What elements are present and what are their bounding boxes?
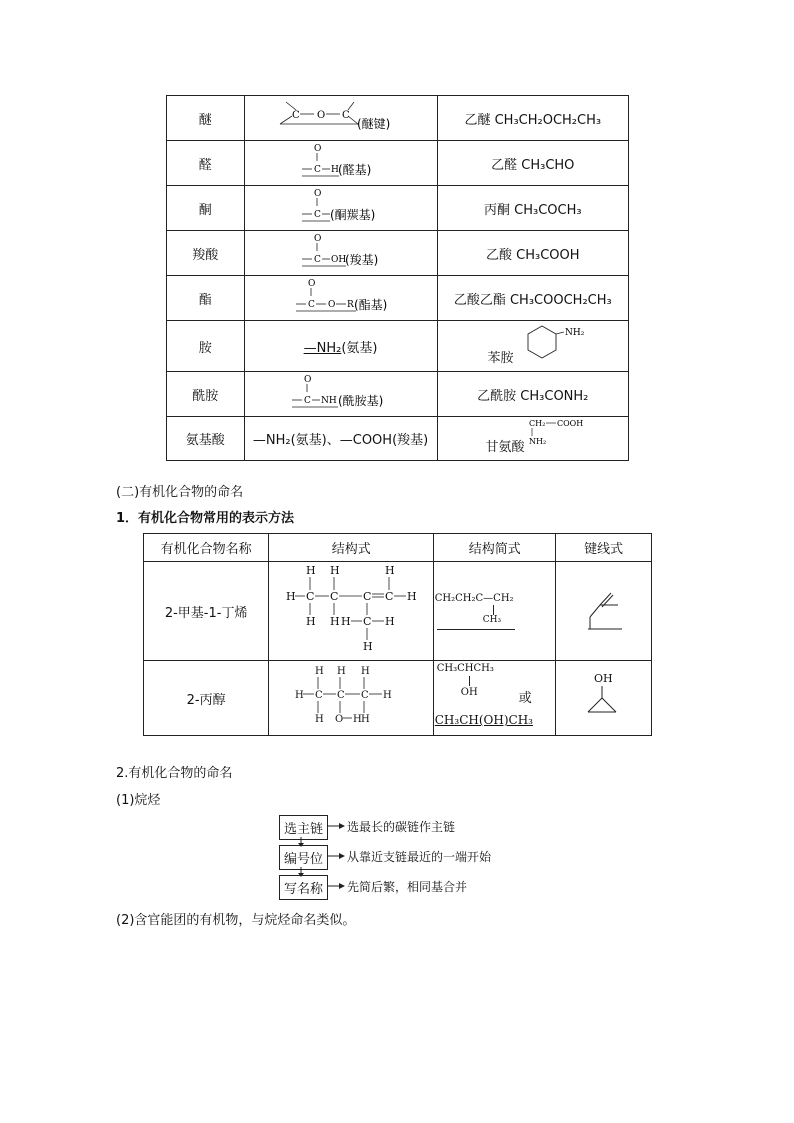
atom-label: C [291, 110, 300, 121]
atom-label: H [385, 564, 395, 577]
compound-name: 2-甲基-1-丁烯 [144, 562, 269, 661]
column-header: 结构简式 [434, 534, 556, 562]
group-structure: —NH₂(氨基)、—COOH(羧基) [244, 417, 437, 461]
atom-label: H [361, 714, 371, 725]
table-row [144, 661, 652, 736]
representation-table [143, 533, 652, 736]
atom-label: O [307, 279, 315, 289]
atom-label: H [385, 615, 395, 628]
atom-label: NH₂ [528, 437, 546, 446]
carboxyl-group-diagram [246, 231, 436, 271]
condensed-formula [434, 661, 556, 736]
column-header: 键线式 [556, 534, 652, 562]
example-formula: CH₃COCH₃ [514, 202, 582, 218]
atom-label: H [306, 615, 316, 628]
example-cell [437, 276, 628, 321]
compound-name: 2-丙醇 [144, 661, 269, 736]
group-label: (氨基) [341, 340, 378, 356]
atom-label: H [353, 714, 363, 725]
atom-label: H [295, 690, 305, 701]
class-name: 酯 [167, 276, 245, 321]
arrow-right-icon [327, 882, 345, 890]
condensed-main: CH₂CH₂C—CH₂ [434, 593, 514, 604]
atom-label: H [315, 714, 325, 725]
section-heading: (二)有机化合物的命名 [116, 485, 244, 500]
flow-step-desc: 从靠近支链最近的一端开始 [347, 850, 492, 864]
atom-label: C [363, 615, 372, 628]
group-structure [244, 141, 437, 186]
class-name: 羧酸 [167, 231, 245, 276]
class-name: 醚 [167, 96, 245, 141]
subsection-heading: 1．有机化合物常用的表示方法 [116, 511, 295, 526]
flow-step-desc: 选最长的碳链作主链 [347, 820, 456, 834]
table-row [144, 562, 652, 661]
column-header: 有机化合物名称 [144, 534, 269, 562]
ether-group-diagram [246, 96, 436, 136]
table-row [167, 276, 629, 321]
ester-group-diagram [246, 276, 436, 316]
atom-label: C [315, 690, 323, 701]
example-formula: CH₃COOCH₂CH₃ [509, 292, 612, 308]
example-cell [437, 231, 628, 276]
closing-note: (2)含官能团的有机物，与烷烃命名类似。 [116, 913, 356, 928]
flow-step-box: 编号位 [279, 845, 328, 870]
atom-label: OH [593, 672, 613, 685]
column-header: 结构式 [269, 534, 434, 562]
example-cell [437, 141, 628, 186]
ketone-group-diagram [246, 186, 436, 226]
example-formula: CH₃CONH₂ [520, 388, 589, 404]
atom-label: C [306, 590, 315, 603]
example-name: 乙酸 [486, 247, 513, 263]
condensed-main: CH₃CHCH₃ [436, 663, 494, 674]
atom-label: O [316, 110, 325, 121]
group-structure [244, 372, 437, 417]
atom-label: H [337, 666, 347, 677]
or-text: 或 [518, 691, 532, 706]
underline [437, 629, 515, 630]
table-row [167, 186, 629, 231]
group-label: (酰胺基) [337, 394, 383, 408]
example-formula: CH₃COOH [516, 247, 580, 263]
example-cell [437, 96, 628, 141]
alkane-heading: (1)烷烃 [116, 793, 161, 808]
group-label: (醛基) [337, 163, 371, 177]
amide-group-diagram [246, 372, 436, 412]
aniline-structure [518, 323, 608, 367]
atom-label: NH [320, 396, 337, 406]
group-structure [244, 231, 437, 276]
subsection-heading: 2.有机化合物的命名 [116, 766, 233, 781]
atom-label: O [313, 189, 321, 199]
example-name: 丙酮 [483, 202, 510, 218]
bond-line [469, 676, 470, 686]
amine-group: —NH₂ [303, 340, 342, 356]
condensed-branch: CH₃ [482, 615, 502, 625]
example-name: 乙醛 [491, 157, 518, 173]
group-label: (酮羰基) [329, 208, 375, 222]
table-row [167, 321, 629, 372]
condensed-branch: OH [460, 687, 478, 698]
table-row [167, 372, 629, 417]
table-row [167, 417, 629, 461]
atom-label: C [337, 690, 345, 701]
example-cell [437, 186, 628, 231]
atom-label: H [286, 590, 296, 603]
class-name: 氨基酸 [167, 417, 245, 461]
class-name: 胺 [167, 321, 245, 372]
atom-label: H [383, 690, 393, 701]
arrow-down-icon [297, 867, 305, 877]
flow-step-box: 选主链 [279, 815, 328, 840]
table-header-row [144, 534, 652, 562]
atom-label: C [307, 300, 315, 310]
atom-label: H [330, 165, 339, 175]
flow-step-desc: 先简后繁，相同基合并 [347, 880, 468, 894]
atom-label: C [313, 165, 321, 175]
atom-label: H [306, 564, 316, 577]
group-structure [244, 321, 437, 372]
example-cell [437, 321, 628, 372]
atom-label: O [313, 144, 321, 154]
atom-label: H [363, 640, 373, 653]
aldehyde-group-diagram [246, 141, 436, 181]
skeletal-formula [556, 661, 652, 736]
atom-label: H [407, 590, 417, 603]
atom-label: C [363, 590, 372, 603]
atom-label: C [313, 210, 321, 220]
atom-label: C [341, 110, 350, 121]
methylbutene-skeletal [574, 579, 634, 639]
class-name: 酮 [167, 186, 245, 231]
atom-label: C [385, 590, 394, 603]
atom-label: H [341, 615, 351, 628]
example-name: 乙酸乙酯 [453, 292, 506, 308]
example-cell [437, 372, 628, 417]
arrow-down-icon [297, 837, 305, 847]
structural-formula [269, 562, 434, 661]
condensed-formula [434, 562, 556, 661]
table-row [167, 231, 629, 276]
propanol-skeletal [574, 666, 634, 726]
atom-label: OH [330, 255, 346, 265]
class-name: 酰胺 [167, 372, 245, 417]
methylbutene-structural-diagram [271, 562, 431, 656]
atom-label: H [315, 666, 325, 677]
atom-label: CH₂ [528, 419, 545, 428]
arrow-right-icon [327, 822, 345, 830]
skeletal-formula [556, 562, 652, 661]
bond-line [493, 605, 494, 615]
flow-step-box: 写名称 [279, 875, 328, 900]
structural-formula [269, 661, 434, 736]
example-cell [437, 417, 628, 461]
group-label: (羧基) [344, 253, 378, 267]
atom-label: H [361, 666, 371, 677]
group-structure [244, 276, 437, 321]
example-name: 苯胺 [487, 351, 514, 366]
functional-group-table [166, 95, 629, 461]
group-structure [244, 96, 437, 141]
example-formula: CH₃CH₂OCH₂CH₃ [494, 112, 602, 128]
group-structure [244, 186, 437, 231]
atom-label: O [335, 714, 344, 725]
atom-label: R [346, 300, 354, 310]
condensed-alt: CH₃CH(OH)CH₃ [434, 713, 533, 727]
atom-label: C [361, 690, 369, 701]
group-label: (酯基) [353, 298, 387, 312]
example-formula: CH₃CHO [521, 157, 575, 173]
atom-label: C [330, 590, 339, 603]
arrow-right-icon [327, 852, 345, 860]
glycine-structure [526, 417, 626, 461]
atom-label: COOH [556, 419, 583, 428]
atom-label: NH₂ [564, 328, 584, 338]
atom-label: O [303, 375, 311, 385]
atom-label: C [313, 255, 321, 265]
naming-flowchart [279, 815, 539, 901]
atom-label: O [313, 234, 321, 244]
table-row [167, 141, 629, 186]
atom-label: H [330, 564, 340, 577]
example-name: 甘氨酸 [485, 440, 525, 455]
group-label: (醚键) [356, 117, 390, 131]
atom-label: H [330, 615, 340, 628]
atom-label: C [303, 396, 311, 406]
example-name: 乙酰胺 [477, 388, 517, 404]
atom-label: O [327, 300, 335, 310]
class-name: 醛 [167, 141, 245, 186]
table-row [167, 96, 629, 141]
example-name: 乙醚 [464, 112, 491, 128]
propanol-structural-diagram [281, 661, 421, 731]
